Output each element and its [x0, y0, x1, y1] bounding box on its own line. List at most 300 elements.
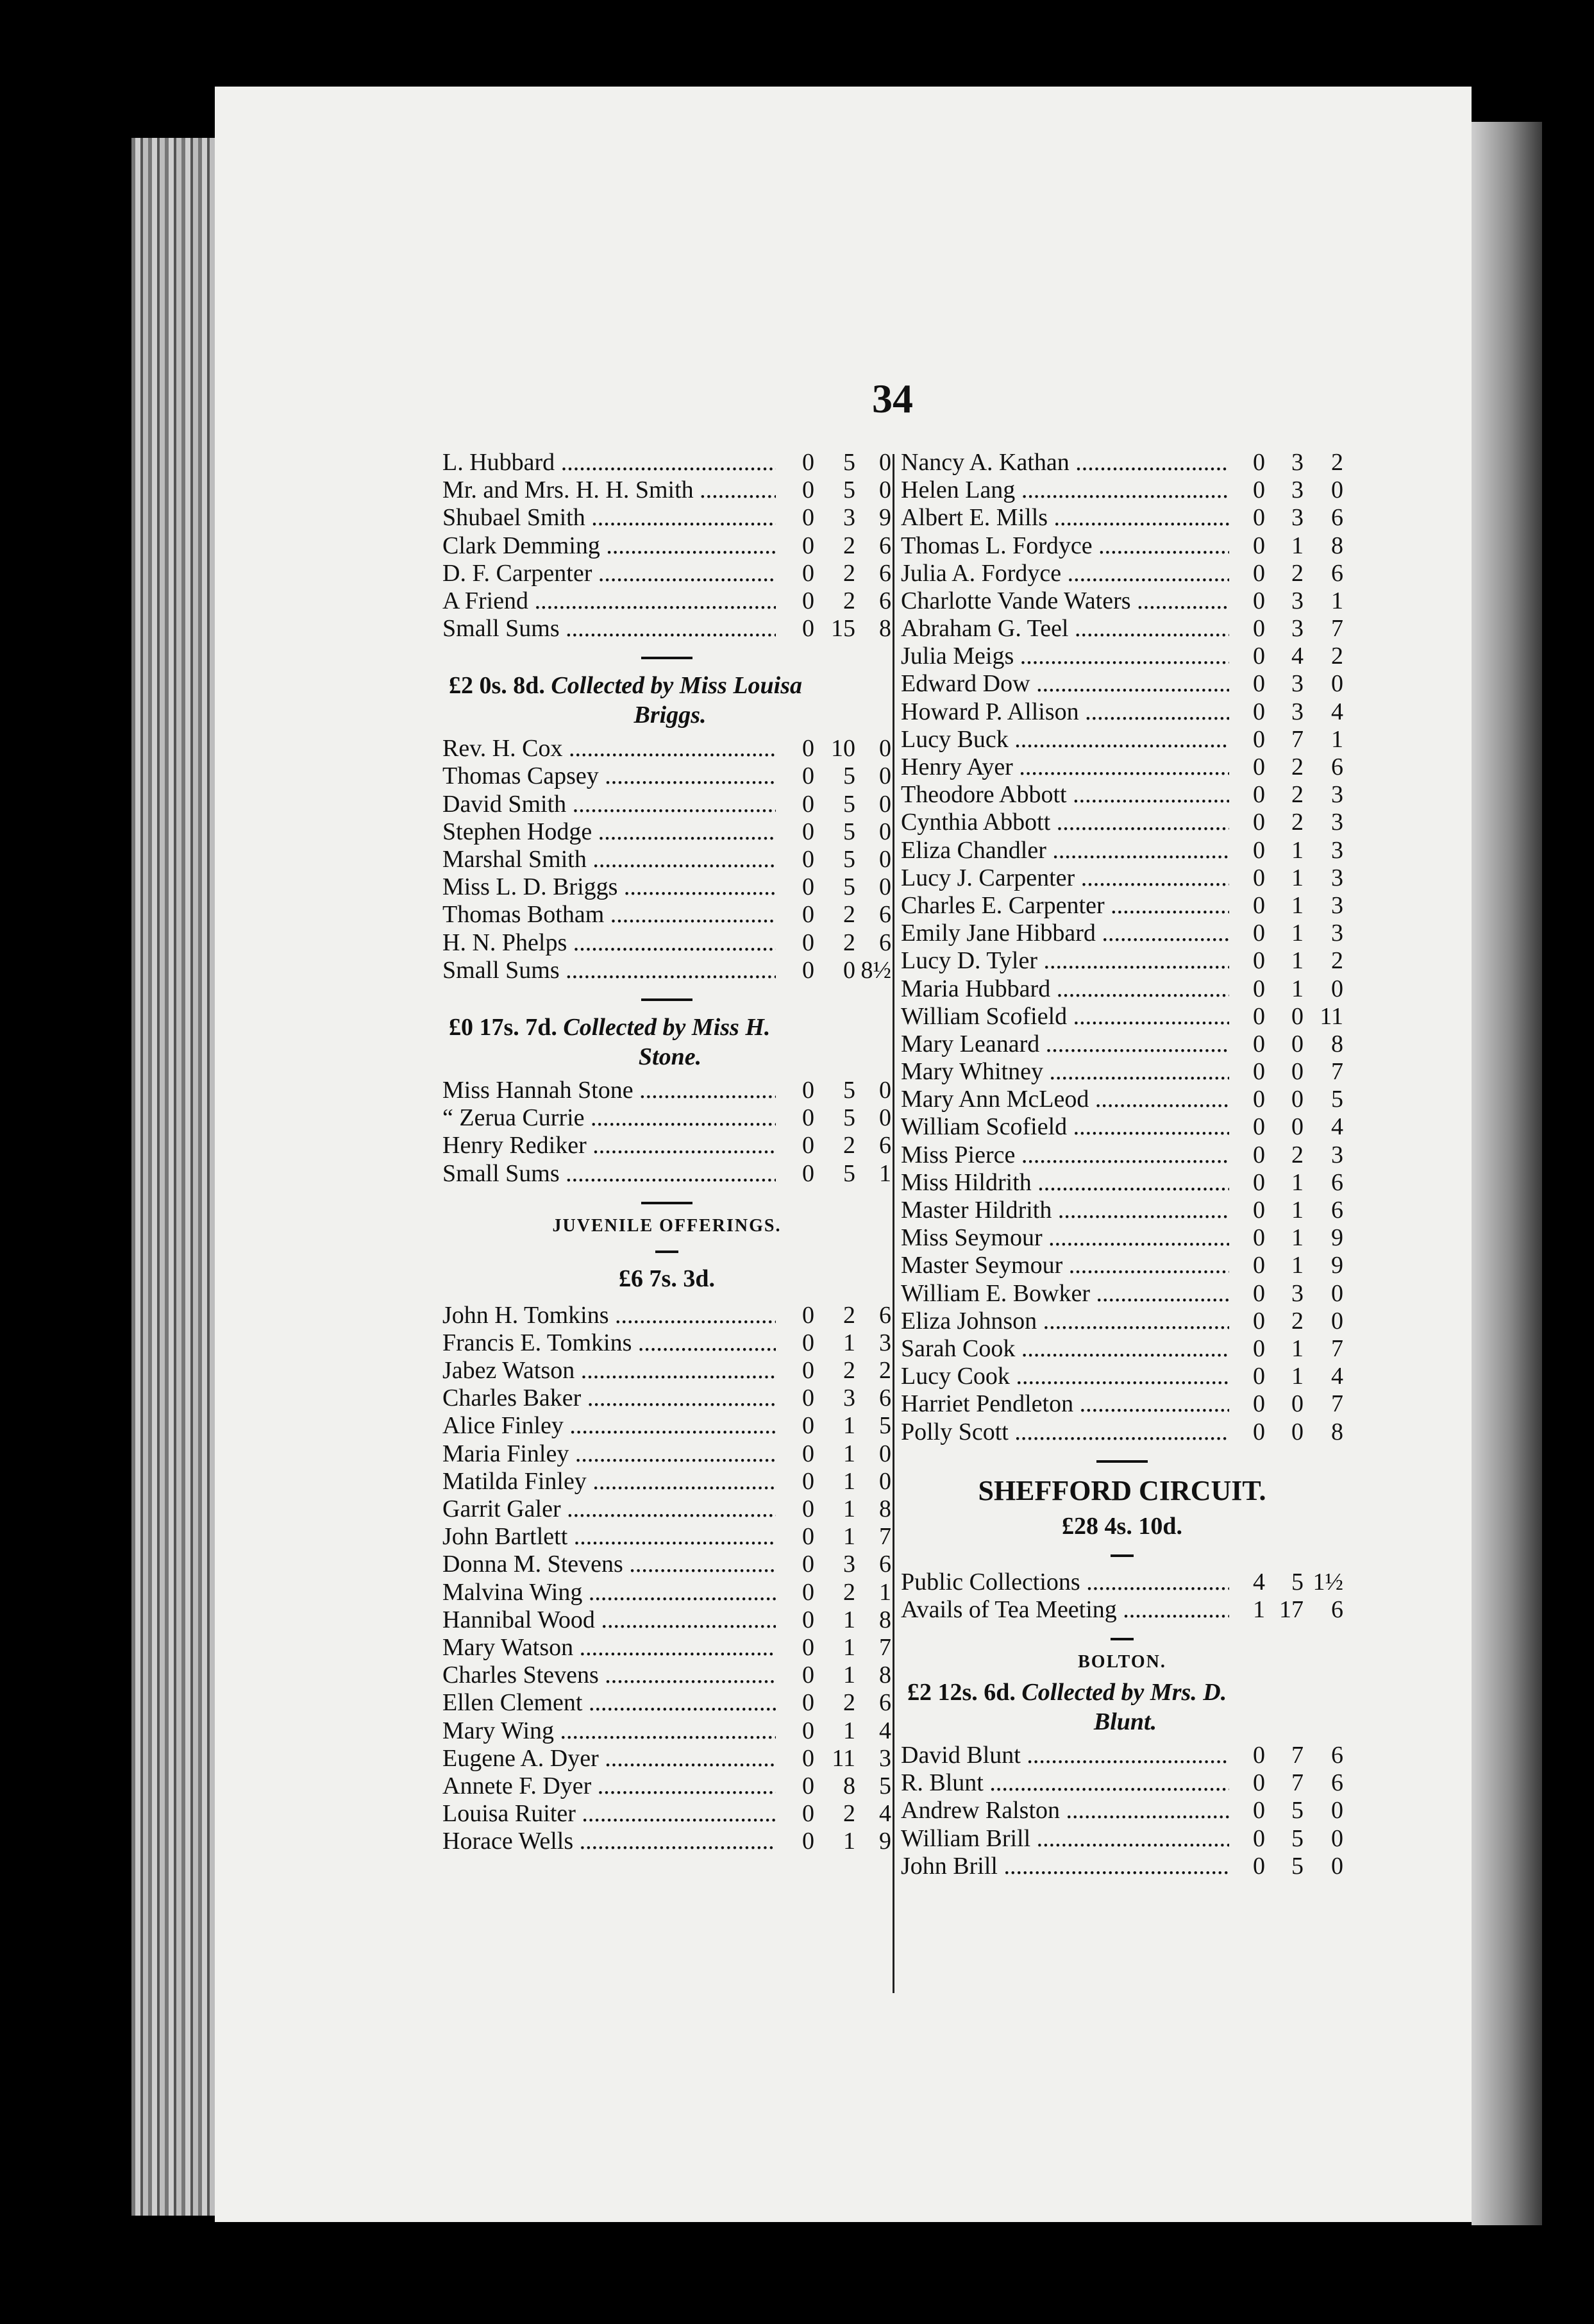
contribution-row — [442, 1468, 891, 1495]
amount-shillings: 3 — [843, 1385, 855, 1412]
amount-pence: 5 — [879, 1772, 891, 1799]
amount-pounds: 0 — [802, 846, 814, 873]
amount — [1229, 643, 1343, 670]
contribution-row — [442, 1606, 891, 1634]
contribution-row — [901, 781, 1343, 809]
contribution-row — [901, 1569, 1343, 1596]
amount — [1229, 587, 1343, 615]
amount-pounds: 0 — [802, 818, 814, 845]
amount-pence: 8 — [1331, 532, 1343, 559]
amount-pounds: 0 — [1253, 754, 1265, 781]
contribution-row — [901, 643, 1343, 670]
amount — [776, 791, 891, 818]
contributor-name: Helen Lang ..... — [901, 476, 1229, 504]
amount — [1229, 726, 1343, 754]
amount-pence: 6 — [879, 901, 891, 929]
contributor-name: Eliza Chandler ..... — [901, 837, 1229, 864]
amount-pounds: 0 — [1253, 1252, 1265, 1279]
amount — [1229, 1003, 1343, 1031]
contributor-name: Maria Finley ..... — [442, 1440, 776, 1468]
amount-pounds: 0 — [802, 1385, 814, 1412]
amount-pence: 0 — [1331, 476, 1343, 504]
amount-pounds: 0 — [802, 735, 814, 762]
amount-shillings: 10 — [831, 735, 855, 762]
amount-pounds: 0 — [802, 929, 814, 956]
contribution-row — [442, 873, 891, 901]
contribution-row — [442, 1104, 891, 1132]
amount-pounds: 0 — [1253, 1224, 1265, 1252]
amount-shillings: 1 — [843, 1633, 855, 1661]
contribution-row — [901, 754, 1343, 781]
amount-shillings: 15 — [831, 615, 855, 643]
amount-shillings: 5 — [843, 1076, 855, 1104]
amount-shillings: 1 — [843, 1329, 855, 1356]
amount-pence: 8 — [879, 1662, 891, 1689]
amount-pence: 0 — [1331, 1307, 1343, 1335]
amount — [1229, 1169, 1343, 1197]
amount-pounds: 0 — [1253, 1002, 1265, 1030]
amount — [776, 1077, 891, 1104]
amount — [776, 1468, 891, 1495]
amount — [776, 929, 891, 957]
contribution-row — [901, 1141, 1343, 1169]
amount — [1229, 1419, 1343, 1446]
contributor-name: Edward Dow ..... — [901, 670, 1229, 698]
contributor-name: Master Hildrith ..... — [901, 1197, 1229, 1224]
amount — [776, 762, 891, 790]
amount-pounds: 0 — [1253, 615, 1265, 643]
amount-pounds: 0 — [802, 1717, 814, 1744]
amount-shillings: 2 — [843, 1689, 855, 1717]
amount-pounds: 1 — [1253, 1596, 1265, 1623]
amount-shillings: 2 — [843, 1132, 855, 1159]
amount-shillings: 3 — [1291, 670, 1304, 698]
amount-pounds: 4 — [1253, 1568, 1265, 1596]
amount-pence: 3 — [1331, 920, 1343, 947]
amount — [1229, 1308, 1343, 1335]
amount-pence: 0 — [879, 1104, 891, 1132]
amount-shillings: 2 — [843, 587, 855, 614]
amount-shillings: 2 — [1291, 754, 1304, 781]
amount-pounds: 0 — [802, 1828, 814, 1855]
amount-shillings: 11 — [832, 1744, 855, 1772]
contributor-name: William E. Bowker ..... — [901, 1280, 1229, 1308]
contribution-row — [442, 1385, 891, 1412]
amount-pence: 8½ — [860, 956, 891, 984]
amount-pence: 3 — [879, 1329, 891, 1356]
contributor-name: Nancy A. Kathan ..... — [901, 449, 1229, 476]
contribution-row — [442, 735, 891, 762]
contribution-row — [901, 1825, 1343, 1853]
amount-pence: 0 — [1331, 1279, 1343, 1307]
section-rule — [641, 998, 692, 1001]
amount — [776, 587, 891, 615]
amount — [776, 449, 891, 476]
contribution-row — [901, 1280, 1343, 1308]
amount-pounds: 0 — [802, 1076, 814, 1104]
amount — [1229, 1825, 1343, 1853]
contributor-name: Horace Wells ..... — [442, 1828, 776, 1855]
contributor-name: Eliza Johnson ..... — [901, 1308, 1229, 1335]
amount-pence: 0 — [879, 873, 891, 901]
amount — [1229, 698, 1343, 726]
contribution-row — [901, 864, 1343, 892]
amount — [776, 1634, 891, 1662]
amount-shillings: 0 — [1291, 1418, 1304, 1445]
amount-pence: 4 — [879, 1717, 891, 1744]
column-divider — [893, 454, 894, 1993]
contribution-row — [442, 1662, 891, 1689]
amount-pounds: 0 — [802, 1159, 814, 1187]
contribution-row — [901, 1798, 1343, 1825]
amount-shillings: 2 — [1291, 1307, 1304, 1335]
contribution-row — [442, 1413, 891, 1440]
amount-pence: 3 — [879, 1744, 891, 1772]
contributor-name: Garrit Galer ..... — [442, 1495, 776, 1523]
amount — [1229, 1141, 1343, 1169]
amount — [776, 1104, 891, 1132]
contributor-name: Andrew Ralston ..... — [901, 1797, 1229, 1824]
amount-pence: 0 — [879, 735, 891, 762]
amount-pounds: 0 — [1253, 532, 1265, 559]
contributor-name: Lucy J. Carpenter ..... — [901, 864, 1229, 892]
amount-shillings: 7 — [1291, 1769, 1304, 1797]
contributor-name: Miss L. D. Briggs ..... — [442, 873, 776, 901]
contribution-row — [901, 1003, 1343, 1031]
circuit-total: £28 4s. 10d. — [1062, 1512, 1182, 1540]
contribution-row — [442, 560, 891, 587]
amount-shillings: 1 — [843, 1467, 855, 1495]
contributor-name: Charles Stevens ..... — [442, 1662, 776, 1689]
amount-pounds: 0 — [1253, 1168, 1265, 1196]
amount-shillings: 1 — [1291, 1335, 1304, 1362]
amount-pence: 0 — [879, 846, 891, 873]
contributor-name: Small Sums ..... — [442, 1160, 776, 1188]
amount-pounds: 0 — [1253, 809, 1265, 836]
amount-pence: 6 — [1331, 1197, 1343, 1224]
amount-pounds: 0 — [1253, 1058, 1265, 1086]
amount-shillings: 2 — [1291, 809, 1304, 836]
amount — [1229, 781, 1343, 809]
amount-shillings: 5 — [843, 818, 855, 845]
contributor-name: William Scofield ..... — [901, 1003, 1229, 1031]
amount-pounds: 0 — [802, 1633, 814, 1661]
amount-pence: 6 — [879, 559, 891, 587]
amount-pence: 0 — [879, 1076, 891, 1104]
contributor-name: Charles E. Carpenter ..... — [901, 892, 1229, 920]
contribution-row — [901, 504, 1343, 532]
collection-heading-blunt: £2 12s. 6d. Collected by Mrs. D. Blunt. — [907, 1679, 1227, 1736]
amount — [1229, 1335, 1343, 1363]
contributor-name: Avails of Tea Meeting ..... — [901, 1596, 1229, 1624]
amount — [1229, 670, 1343, 698]
amount — [1229, 1596, 1343, 1624]
amount-pence: 8 — [1331, 1418, 1343, 1445]
contribution-row — [442, 615, 891, 643]
contribution-row — [442, 1132, 891, 1159]
amount-pence: 7 — [1331, 1390, 1343, 1418]
amount — [1229, 920, 1343, 947]
contributor-name: Miss Pierce ..... — [901, 1141, 1229, 1169]
amount-shillings: 1 — [843, 1523, 855, 1551]
contributor-name: Julia Meigs ..... — [901, 643, 1229, 670]
contributor-name: Mary Ann McLeod ..... — [901, 1086, 1229, 1113]
contribution-row — [442, 1551, 891, 1578]
amount-shillings: 0 — [1291, 1086, 1304, 1113]
amount — [1229, 837, 1343, 864]
amount — [1229, 1197, 1343, 1224]
amount-shillings: 5 — [843, 846, 855, 873]
amount — [1229, 1742, 1343, 1769]
amount-pence: 6 — [1331, 1769, 1343, 1797]
contribution-row — [901, 726, 1343, 754]
amount-pounds: 0 — [802, 1800, 814, 1828]
contributor-name: Howard P. Allison ..... — [901, 698, 1229, 726]
contributor-name: Louisa Ruiter ..... — [442, 1800, 776, 1828]
amount — [776, 1385, 891, 1412]
amount — [1229, 809, 1343, 836]
amount-pounds: 0 — [802, 1523, 814, 1551]
contributor-name: Public Collections ..... — [901, 1569, 1229, 1596]
section-rule — [655, 1250, 678, 1253]
amount-pence: 0 — [879, 1440, 891, 1467]
contributor-name: Julia A. Fordyce ..... — [901, 560, 1229, 587]
contributor-name: Alice Finley ..... — [442, 1412, 776, 1440]
contribution-row — [901, 1769, 1343, 1797]
amount-pence: 9 — [879, 1828, 891, 1855]
amount-pence: 3 — [1331, 836, 1343, 864]
amount-pounds: 0 — [1253, 1824, 1265, 1852]
contributor-name: Shubael Smith ..... — [442, 504, 776, 532]
contributor-name: David Blunt ..... — [901, 1742, 1229, 1769]
contribution-row — [442, 1495, 891, 1523]
contribution-row — [901, 1197, 1343, 1224]
amount-pence: 1 — [1331, 725, 1343, 753]
section-rule — [1096, 1460, 1148, 1463]
contribution-list — [901, 449, 1343, 1446]
amount-pounds: 0 — [802, 559, 814, 587]
amount-pounds: 0 — [1253, 1197, 1265, 1224]
amount-pounds: 0 — [802, 1662, 814, 1689]
amount — [1229, 1086, 1343, 1113]
amount-pence: 3 — [1331, 809, 1343, 836]
amount — [776, 1800, 891, 1828]
contribution-row — [901, 975, 1343, 1003]
amount-shillings: 3 — [843, 1551, 855, 1578]
amount — [776, 1302, 891, 1329]
amount-shillings: 5 — [843, 762, 855, 790]
amount-shillings: 2 — [843, 929, 855, 956]
contributor-name: Lucy Buck ..... — [901, 726, 1229, 754]
amount-shillings: 2 — [843, 532, 855, 559]
amount — [776, 1160, 891, 1188]
amount-shillings: 2 — [843, 559, 855, 587]
amount — [776, 1412, 891, 1440]
contribution-row — [442, 1357, 891, 1385]
contribution-list — [901, 1569, 1343, 1624]
contributor-name: Mary Whitney ..... — [901, 1058, 1229, 1086]
contributor-name: Annete F. Dyer ..... — [442, 1772, 776, 1800]
amount-shillings: 0 — [1291, 1030, 1304, 1057]
contribution-row — [901, 892, 1343, 920]
bolton-heading: BOLTON. — [1078, 1652, 1166, 1672]
contributor-name: Charles Baker ..... — [442, 1385, 776, 1412]
amount-pence: 3 — [1331, 1141, 1343, 1168]
amount — [776, 476, 891, 504]
amount-pence: 2 — [1331, 947, 1343, 975]
contributor-name: Thomas L. Fordyce ..... — [901, 532, 1229, 560]
amount-pence: 4 — [879, 1800, 891, 1828]
contribution-row — [442, 1579, 891, 1606]
amount-pence: 9 — [1331, 1252, 1343, 1279]
amount-pence: 9 — [879, 504, 891, 532]
amount — [1229, 476, 1343, 504]
amount-shillings: 1 — [1291, 1197, 1304, 1224]
amount-pounds: 0 — [802, 790, 814, 818]
amount-shillings: 1 — [843, 1412, 855, 1440]
amount — [1229, 754, 1343, 781]
page-number: 34 — [872, 376, 913, 421]
amount-pounds: 0 — [1253, 1797, 1265, 1824]
amount-shillings: 1 — [1291, 1363, 1304, 1390]
amount — [1229, 1224, 1343, 1252]
contributor-name: L. Hubbard ..... — [442, 449, 776, 476]
contribution-list — [901, 1742, 1343, 1880]
amount — [776, 1828, 891, 1855]
contributor-name: Thomas Capsey ..... — [442, 762, 776, 790]
contributor-name: Francis E. Tomkins ..... — [442, 1329, 776, 1357]
amount-pence: 2 — [1331, 448, 1343, 476]
amount — [776, 846, 891, 873]
amount-pounds: 0 — [802, 1132, 814, 1159]
collection-heading-stone: £0 17s. 7d. Collected by Miss H. Stone. — [449, 1014, 771, 1070]
amount-pence: 0 — [879, 448, 891, 476]
amount — [1229, 892, 1343, 920]
contributor-name: Cynthia Abbott ..... — [901, 809, 1229, 836]
contributor-name: William Scofield ..... — [901, 1113, 1229, 1141]
contribution-row — [901, 920, 1343, 947]
amount — [1229, 1769, 1343, 1797]
amount-pounds: 0 — [1253, 1390, 1265, 1418]
contribution-row — [442, 587, 891, 615]
amount-shillings: 7 — [1291, 1742, 1304, 1769]
contribution-row — [901, 698, 1343, 726]
amount-shillings: 3 — [843, 504, 855, 532]
amount-pounds: 0 — [802, 1104, 814, 1132]
amount-shillings: 3 — [1291, 1279, 1304, 1307]
section-rule — [641, 1202, 692, 1204]
amount — [1229, 975, 1343, 1003]
contributor-name: Mary Watson ..... — [442, 1634, 776, 1662]
amount-shillings: 5 — [1291, 1797, 1304, 1824]
contributor-name: A Friend ..... — [442, 587, 776, 615]
amount-pounds: 0 — [1253, 1030, 1265, 1057]
amount-pounds: 0 — [1253, 891, 1265, 919]
contributor-name: Small Sums ..... — [442, 957, 776, 984]
amount-pounds: 0 — [802, 1744, 814, 1772]
amount-pounds: 0 — [1253, 920, 1265, 947]
amount-shillings: 5 — [843, 1159, 855, 1187]
amount — [1229, 449, 1343, 476]
amount-pence: 0 — [1331, 975, 1343, 1002]
contribution-row — [442, 1745, 891, 1772]
amount — [776, 957, 891, 984]
amount-shillings: 1 — [1291, 891, 1304, 919]
amount-pence: 7 — [1331, 1335, 1343, 1362]
amount-pounds: 0 — [802, 532, 814, 559]
amount-shillings: 4 — [1291, 643, 1304, 670]
contributor-name: Theodore Abbott ..... — [901, 781, 1229, 809]
amount-pounds: 0 — [1253, 504, 1265, 532]
amount-pence: 5 — [879, 1412, 891, 1440]
amount-pence: 7 — [879, 1523, 891, 1551]
amount-pence: 8 — [879, 615, 891, 643]
amount-pounds: 0 — [1253, 725, 1265, 753]
amount-pence: 1 — [879, 1159, 891, 1187]
contribution-row — [442, 449, 891, 476]
contribution-row — [901, 1363, 1343, 1390]
amount-pence: 6 — [1331, 1742, 1343, 1769]
amount-pounds: 0 — [1253, 670, 1265, 698]
amount-pence: 6 — [1331, 1596, 1343, 1623]
contribution-row — [442, 1440, 891, 1468]
amount-shillings: 1 — [1291, 864, 1304, 891]
amount — [776, 901, 891, 929]
amount-shillings: 2 — [843, 1578, 855, 1606]
amount-shillings: 2 — [1291, 1141, 1304, 1168]
amount — [1229, 864, 1343, 892]
amount-pence: 6 — [879, 532, 891, 559]
amount-shillings: 3 — [1291, 448, 1304, 476]
contributor-name: Mary Wing ..... — [442, 1717, 776, 1745]
amount-pounds: 0 — [802, 1467, 814, 1495]
contribution-row — [901, 809, 1343, 836]
contributor-name: D. F. Carpenter ..... — [442, 560, 776, 587]
amount-shillings: 0 — [1291, 1390, 1304, 1418]
contribution-row — [901, 532, 1343, 560]
section-rule — [1111, 1554, 1134, 1557]
amount-pence: 2 — [879, 1357, 891, 1385]
contribution-row — [442, 929, 891, 957]
contribution-row — [442, 1302, 891, 1329]
amount-pence: 6 — [1331, 1168, 1343, 1196]
amount-shillings: 2 — [843, 1301, 855, 1329]
amount-pounds: 0 — [1253, 864, 1265, 891]
contribution-row — [442, 1523, 891, 1551]
contribution-row — [442, 1077, 891, 1104]
contributor-name: Sarah Cook ..... — [901, 1335, 1229, 1363]
amount-shillings: 0 — [1291, 1058, 1304, 1086]
amount-pence: 0 — [1331, 1852, 1343, 1880]
amount-pounds: 0 — [1253, 1418, 1265, 1445]
contributor-name: Charlotte Vande Waters ..... — [901, 587, 1229, 615]
amount — [776, 1440, 891, 1468]
amount — [776, 532, 891, 560]
contributor-name: Miss Seymour ..... — [901, 1224, 1229, 1252]
amount-pounds: 0 — [1253, 1363, 1265, 1390]
amount-pounds: 0 — [1253, 781, 1265, 809]
book-page-edge-right — [1472, 122, 1542, 2225]
contributor-name: Albert E. Mills ..... — [901, 504, 1229, 532]
contributor-name: Ellen Clement ..... — [442, 1689, 776, 1717]
amount-pence: 4 — [1331, 1363, 1343, 1390]
amount-shillings: 0 — [1291, 1113, 1304, 1141]
amount-pounds: 0 — [1253, 947, 1265, 975]
circuit-heading: SHEFFORD CIRCUIT. — [978, 1474, 1266, 1506]
contributor-name: Marshal Smith ..... — [442, 846, 776, 873]
amount-pounds: 0 — [1253, 1307, 1265, 1335]
contributor-name: H. N. Phelps ..... — [442, 929, 776, 957]
